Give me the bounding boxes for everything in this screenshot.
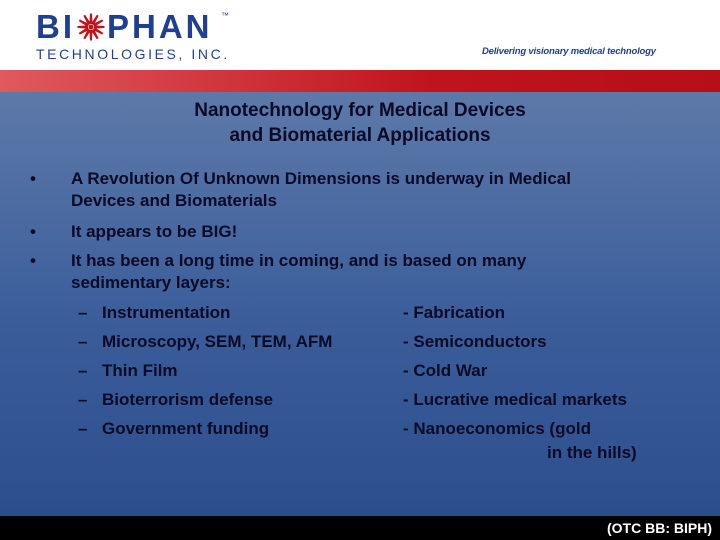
title-line-2: and Biomaterial Applications — [229, 125, 491, 146]
logo-text-post: PHAN — [107, 8, 213, 45]
starburst-icon — [76, 12, 106, 42]
red-accent-bar — [0, 70, 720, 92]
bullet-marker: • — [30, 222, 36, 241]
sub-item-right: - Semiconductors — [403, 332, 547, 351]
bullet-marker: • — [30, 169, 36, 188]
sub-item-left: Microscopy, SEM, TEM, AFM — [102, 332, 333, 351]
title-line-1: Nanotechnology for Medical Devices — [194, 100, 526, 121]
tagline: Delivering visionary medical technology — [482, 46, 656, 57]
sub-item-right: - Lucrative medical markets — [403, 390, 627, 409]
dash-marker: – — [78, 332, 88, 351]
slide-title — [0, 98, 720, 148]
slide-body — [0, 92, 720, 516]
logo-wordmark — [36, 10, 213, 44]
dash-marker: – — [78, 390, 88, 409]
sub-item-right: - Fabrication — [403, 303, 506, 322]
bullet-text — [71, 221, 691, 243]
dash-marker: – — [78, 419, 88, 438]
dash-marker: – — [78, 361, 88, 380]
sub-item-continuation: in the hills) — [547, 443, 637, 462]
biophan-logo — [36, 8, 236, 62]
sub-item-left: Instrumentation — [102, 303, 231, 322]
logo-subtitle: TECHNOLOGIES, INC. — [36, 46, 230, 62]
bullet-line: It appears to be BIG! — [71, 222, 238, 241]
bullet-text — [71, 168, 691, 212]
sub-item-left: Bioterrorism defense — [102, 390, 273, 409]
sub-item-right: - Nanoeconomics (gold — [403, 419, 591, 438]
trademark-symbol: ™ — [221, 11, 229, 20]
logo-text-pre: BI — [36, 8, 75, 45]
stock-ticker: (OTC BB: BIPH) — [607, 520, 712, 536]
bullet-line: It has been a long time in coming, and is based on many — [71, 251, 527, 270]
bullet-line: sedimentary layers: — [71, 273, 231, 292]
dash-marker: – — [78, 303, 88, 322]
bullet-line: A Revolution Of Unknown Dimensions is underway in Medical — [71, 169, 571, 188]
sub-item-left: Thin Film — [102, 361, 178, 380]
sub-item-right: - Cold War — [403, 361, 488, 380]
footer-bar — [0, 516, 720, 540]
header — [0, 0, 720, 70]
bullet-marker: • — [30, 251, 36, 270]
sub-item-left: Government funding — [102, 419, 270, 438]
bullet-line: Devices and Biomaterials — [71, 191, 277, 210]
bullet-text — [71, 250, 691, 294]
